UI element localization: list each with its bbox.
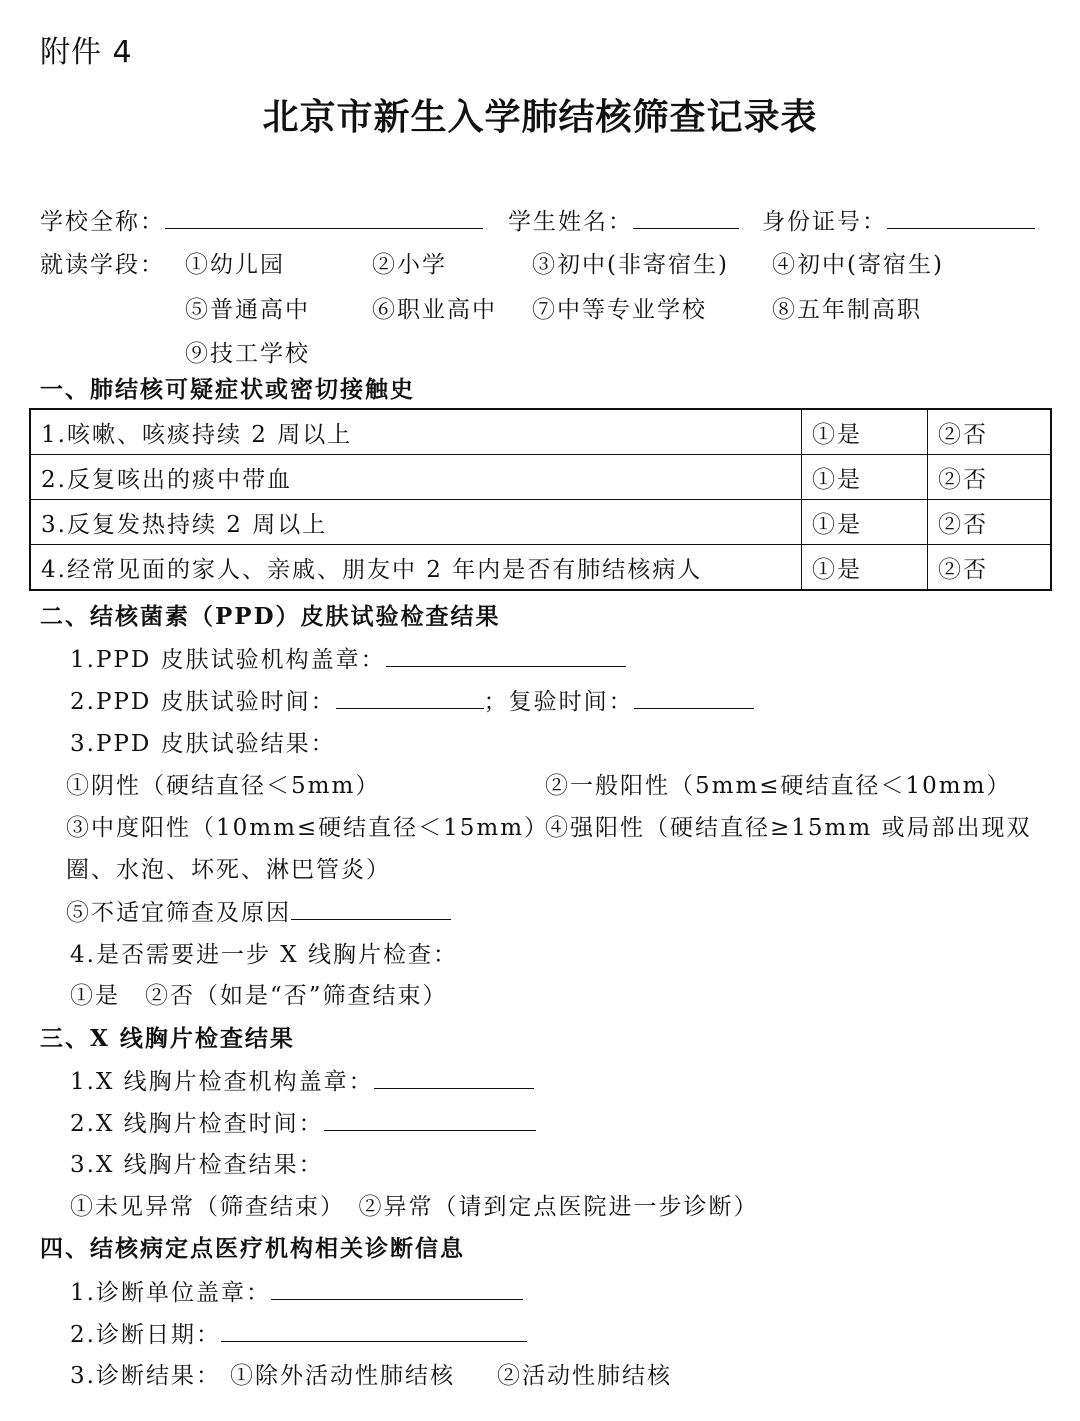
ppd-stamp-field[interactable] bbox=[70, 644, 626, 674]
school-blank[interactable] bbox=[165, 206, 483, 229]
xray-time-label: 2.X 线胸片检查时间： bbox=[70, 1111, 324, 1137]
section2-heading: 二、结核菌素（PPD）皮肤试验检查结果 bbox=[40, 603, 501, 630]
symptom-item: 3.反复发热持续 2 周以上 bbox=[30, 500, 802, 545]
attachment-label: 附件 4 bbox=[40, 35, 133, 70]
xray-result-options[interactable]: ①未见异常（筛查结束） ②异常（请到定点医院进一步诊断） bbox=[70, 1194, 759, 1220]
unsuitable-label: ⑤不适宜筛查及原因 bbox=[66, 900, 291, 926]
stage-option[interactable]: ②小学 bbox=[372, 252, 447, 278]
section1-heading: 一、肺结核可疑症状或密切接触史 bbox=[40, 376, 415, 403]
semicolon: ； bbox=[483, 689, 509, 715]
reason-blank[interactable] bbox=[291, 897, 451, 920]
ppd-option[interactable]: ③中度阳性（10mm≤硬结直径＜15mm） bbox=[66, 815, 550, 841]
xray-stamp-field[interactable] bbox=[70, 1066, 534, 1096]
stage-option[interactable]: ⑥职业高中 bbox=[372, 297, 497, 323]
student-name-field[interactable] bbox=[508, 206, 739, 236]
diag-result-label: 3.诊断结果： bbox=[70, 1363, 221, 1389]
diag-stamp-field[interactable] bbox=[70, 1277, 523, 1307]
xray-time-field[interactable] bbox=[70, 1108, 536, 1138]
symptom-item: 2.反复咳出的痰中带血 bbox=[30, 455, 802, 500]
ppd-option-continued: 圈、水泡、坏死、淋巴管炎） bbox=[66, 857, 391, 883]
no-option[interactable]: ②否 bbox=[928, 409, 1052, 455]
stage-label: 就读学段： bbox=[40, 252, 165, 278]
ppd-time-field[interactable] bbox=[70, 686, 754, 716]
id-blank[interactable] bbox=[887, 206, 1035, 229]
stage-option[interactable]: ①幼儿园 bbox=[185, 252, 285, 278]
yes-option[interactable]: ①是 bbox=[802, 545, 928, 591]
diag-stamp-label: 1.诊断单位盖章： bbox=[70, 1280, 271, 1306]
no-option[interactable]: ②否 bbox=[928, 545, 1052, 591]
school-label: 学校全称： bbox=[40, 209, 165, 235]
ppd-option[interactable]: ④强阳性（硬结直径≥15mm 或局部出现双 bbox=[545, 815, 1032, 841]
xray-stamp-label: 1.X 线胸片检查机构盖章： bbox=[70, 1069, 374, 1095]
ppd-stamp-label: 1.PPD 皮肤试验机构盖章： bbox=[70, 647, 386, 673]
ppd-option[interactable]: ①阴性（硬结直径＜5mm） bbox=[66, 773, 381, 799]
school-name-field[interactable] bbox=[40, 206, 483, 236]
xray-stamp-blank[interactable] bbox=[374, 1066, 534, 1089]
section3-heading: 三、X 线胸片检查结果 bbox=[40, 1025, 295, 1052]
page-title: 北京市新生入学肺结核筛查记录表 bbox=[262, 97, 818, 138]
symptom-item: 1.咳嗽、咳痰持续 2 周以上 bbox=[30, 409, 802, 455]
no-option[interactable]: ②否 bbox=[928, 500, 1052, 545]
xray-time-blank[interactable] bbox=[324, 1108, 536, 1131]
ppd-time-blank[interactable] bbox=[336, 686, 484, 709]
no-option[interactable]: ②否 bbox=[928, 455, 1052, 500]
xray-options[interactable]: ①是 ②否（如是“否”筛查结束） bbox=[70, 983, 448, 1009]
ppd-stamp-blank[interactable] bbox=[386, 644, 626, 667]
diag-option[interactable]: ②活动性肺结核 bbox=[497, 1363, 672, 1389]
diag-date-blank[interactable] bbox=[221, 1319, 527, 1342]
diag-date-field[interactable] bbox=[70, 1319, 527, 1349]
ppd-option[interactable]: ②一般阳性（5mm≤硬结直径＜10mm） bbox=[545, 773, 1012, 799]
retest-label: 复验时间： bbox=[508, 689, 634, 715]
diag-option[interactable]: ①除外活动性肺结核 bbox=[230, 1363, 455, 1389]
xray-result-label: 3.X 线胸片检查结果： bbox=[70, 1152, 324, 1178]
student-label: 学生姓名： bbox=[508, 209, 633, 235]
stage-option[interactable]: ③初中(非寄宿生) bbox=[532, 252, 729, 278]
diag-date-label: 2.诊断日期： bbox=[70, 1322, 221, 1348]
table-row bbox=[30, 500, 1051, 545]
section4-heading: 四、结核病定点医疗机构相关诊断信息 bbox=[40, 1235, 465, 1262]
stage-option[interactable]: ⑤普通高中 bbox=[185, 297, 310, 323]
table-row bbox=[30, 455, 1051, 500]
stage-option[interactable]: ⑨技工学校 bbox=[185, 341, 310, 367]
stage-option[interactable]: ④初中(寄宿生) bbox=[772, 252, 944, 278]
stage-option[interactable]: ⑦中等专业学校 bbox=[532, 297, 707, 323]
id-number-field[interactable] bbox=[762, 206, 1035, 236]
yes-option[interactable]: ①是 bbox=[802, 500, 928, 545]
student-blank[interactable] bbox=[633, 206, 739, 229]
table-row bbox=[30, 409, 1051, 455]
stage-option[interactable]: ⑧五年制高职 bbox=[772, 297, 922, 323]
ppd-option-unsuitable[interactable] bbox=[66, 897, 451, 927]
ppd-time-label: 2.PPD 皮肤试验时间： bbox=[70, 689, 336, 715]
id-label: 身份证号： bbox=[762, 209, 887, 235]
yes-option[interactable]: ①是 bbox=[802, 455, 928, 500]
xray-question: 4.是否需要进一步 X 线胸片检查： bbox=[70, 942, 458, 968]
table-row bbox=[30, 545, 1051, 591]
retest-blank[interactable] bbox=[634, 686, 754, 709]
ppd-result-label: 3.PPD 皮肤试验结果： bbox=[70, 731, 336, 757]
yes-option[interactable]: ①是 bbox=[802, 409, 928, 455]
diag-stamp-blank[interactable] bbox=[271, 1277, 523, 1300]
symptom-table bbox=[29, 408, 1052, 591]
symptom-item: 4.经常见面的家人、亲戚、朋友中 2 年内是否有肺结核病人 bbox=[30, 545, 802, 591]
